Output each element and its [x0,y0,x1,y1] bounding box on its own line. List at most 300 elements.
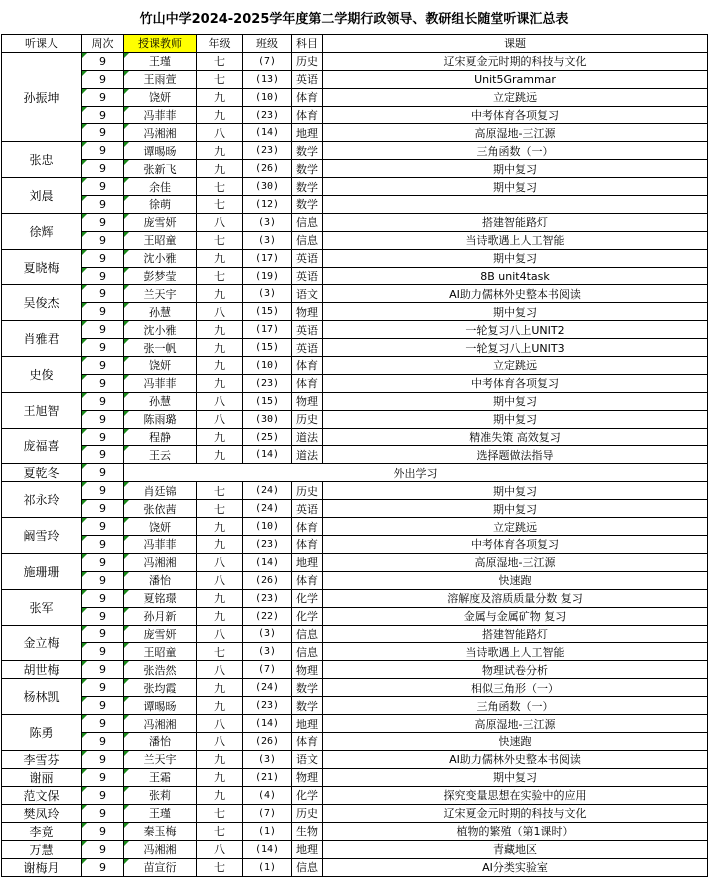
teacher-cell[interactable]: 谭晹旸 [124,142,197,160]
week-cell[interactable]: 9 [82,357,124,375]
grade-cell[interactable]: 九 [197,679,243,697]
week-cell[interactable]: 9 [82,339,124,357]
class-cell[interactable]: (21) [243,768,292,786]
grade-cell[interactable]: 九 [197,589,243,607]
class-cell[interactable]: (30) [243,178,292,196]
teacher-cell[interactable]: 潘怡 [124,732,197,750]
grade-cell[interactable]: 九 [197,607,243,625]
week-cell[interactable]: 9 [82,160,124,178]
teacher-cell[interactable]: 庞雪妍 [124,625,197,643]
listener-cell[interactable]: 谢丽 [2,768,82,786]
week-cell[interactable]: 9 [82,571,124,589]
subject-cell[interactable]: 数学 [292,697,323,715]
class-cell[interactable]: (24) [243,679,292,697]
subject-cell[interactable]: 地理 [292,840,323,858]
grade-cell[interactable]: 九 [197,142,243,160]
listener-cell[interactable]: 杨林凯 [2,679,82,715]
week-cell[interactable]: 9 [82,679,124,697]
topic-cell[interactable]: 精准失策 高效复习 [323,428,708,446]
grade-cell[interactable]: 七 [197,178,243,196]
topic-cell[interactable]: 搭建智能路灯 [323,625,708,643]
teacher-cell[interactable]: 王云 [124,446,197,464]
topic-cell[interactable]: 选择题做法指导 [323,446,708,464]
topic-cell[interactable]: 期中复习 [323,392,708,410]
subject-cell[interactable]: 地理 [292,715,323,733]
teacher-cell[interactable]: 冯湘湘 [124,124,197,142]
listener-cell[interactable]: 樊凤玲 [2,804,82,822]
topic-cell[interactable] [323,196,708,214]
week-cell[interactable]: 9 [82,804,124,822]
week-cell[interactable]: 9 [82,840,124,858]
week-cell[interactable]: 9 [82,715,124,733]
listener-cell[interactable]: 李雪芬 [2,750,82,768]
class-cell[interactable]: (10) [243,88,292,106]
class-cell[interactable]: (14) [243,840,292,858]
class-cell[interactable]: (14) [243,124,292,142]
grade-cell[interactable]: 八 [197,124,243,142]
week-cell[interactable]: 9 [82,589,124,607]
topic-cell[interactable]: 探究变量思想在实验中的应用 [323,786,708,804]
subject-cell[interactable]: 数学 [292,679,323,697]
subject-cell[interactable]: 英语 [292,267,323,285]
subject-cell[interactable]: 生物 [292,822,323,840]
class-cell[interactable]: (1) [243,822,292,840]
week-cell[interactable]: 9 [82,750,124,768]
class-cell[interactable]: (24) [243,500,292,518]
subject-cell[interactable]: 语文 [292,750,323,768]
class-cell[interactable]: (3) [243,285,292,303]
grade-cell[interactable]: 九 [197,160,243,178]
teacher-cell[interactable]: 孙慧 [124,303,197,321]
listener-cell[interactable]: 史俊 [2,357,82,393]
week-cell[interactable]: 9 [82,374,124,392]
grade-cell[interactable]: 九 [197,106,243,124]
teacher-cell[interactable]: 兰天宇 [124,285,197,303]
topic-cell[interactable]: 立定跳远 [323,88,708,106]
teacher-cell[interactable]: 冯湘湘 [124,715,197,733]
subject-cell[interactable]: 体育 [292,357,323,375]
week-cell[interactable]: 9 [82,446,124,464]
teacher-cell[interactable]: 王瑾 [124,804,197,822]
topic-cell[interactable]: 辽宋夏金元时期的科技与文化 [323,804,708,822]
class-cell[interactable]: (23) [243,589,292,607]
teacher-cell[interactable]: 程静 [124,428,197,446]
grade-cell[interactable]: 七 [197,52,243,70]
teacher-cell[interactable]: 彭梦莹 [124,267,197,285]
teacher-cell[interactable]: 孙慧 [124,392,197,410]
topic-cell[interactable]: 高原湿地-三江源 [323,124,708,142]
week-cell[interactable]: 9 [82,213,124,231]
listener-cell[interactable]: 谢梅月 [2,858,82,876]
class-cell[interactable]: (3) [243,625,292,643]
class-cell[interactable]: (23) [243,106,292,124]
grade-cell[interactable]: 九 [197,374,243,392]
header-class[interactable]: 班级 [243,35,292,53]
class-cell[interactable]: (3) [243,213,292,231]
grade-cell[interactable]: 八 [197,661,243,679]
listener-cell[interactable]: 庞福喜 [2,428,82,464]
week-cell[interactable]: 9 [82,392,124,410]
grade-cell[interactable]: 九 [197,249,243,267]
topic-cell[interactable]: 立定跳远 [323,518,708,536]
week-cell[interactable]: 9 [82,786,124,804]
grade-cell[interactable]: 八 [197,840,243,858]
week-cell[interactable]: 9 [82,124,124,142]
teacher-cell[interactable]: 兰天宇 [124,750,197,768]
header-teacher[interactable]: 授课教师 [124,35,197,53]
topic-cell[interactable]: AI分类实验室 [323,858,708,876]
week-cell[interactable]: 9 [82,106,124,124]
week-cell[interactable]: 9 [82,661,124,679]
subject-cell[interactable]: 物理 [292,661,323,679]
grade-cell[interactable]: 八 [197,625,243,643]
header-grade[interactable]: 年级 [197,35,243,53]
grade-cell[interactable]: 九 [197,357,243,375]
grade-cell[interactable]: 七 [197,643,243,661]
topic-cell[interactable]: AI助力儒林外史整本书阅读 [323,750,708,768]
teacher-cell[interactable]: 陈雨璐 [124,410,197,428]
week-cell[interactable]: 9 [82,178,124,196]
subject-cell[interactable]: 历史 [292,52,323,70]
subject-cell[interactable]: 信息 [292,858,323,876]
teacher-cell[interactable]: 庞雪妍 [124,213,197,231]
listener-cell[interactable]: 金立梅 [2,625,82,661]
teacher-cell[interactable]: 王昭童 [124,231,197,249]
class-cell[interactable]: (7) [243,804,292,822]
teacher-cell[interactable]: 张新飞 [124,160,197,178]
week-cell[interactable]: 9 [82,410,124,428]
class-cell[interactable]: (15) [243,339,292,357]
class-cell[interactable]: (25) [243,428,292,446]
week-cell[interactable]: 9 [82,52,124,70]
subject-cell[interactable]: 体育 [292,732,323,750]
header-week[interactable]: 周次 [82,35,124,53]
topic-cell[interactable]: 物理试卷分析 [323,661,708,679]
week-cell[interactable]: 9 [82,267,124,285]
week-cell[interactable]: 9 [82,303,124,321]
teacher-cell[interactable]: 余佳 [124,178,197,196]
week-cell[interactable]: 9 [82,249,124,267]
subject-cell[interactable]: 信息 [292,231,323,249]
listener-cell[interactable]: 徐辉 [2,213,82,249]
subject-cell[interactable]: 信息 [292,213,323,231]
class-cell[interactable]: (3) [243,231,292,249]
grade-cell[interactable]: 八 [197,392,243,410]
grade-cell[interactable]: 八 [197,553,243,571]
class-cell[interactable]: (26) [243,571,292,589]
grade-cell[interactable]: 七 [197,231,243,249]
teacher-cell[interactable]: 王雨萱 [124,70,197,88]
topic-cell[interactable]: 当诗歌遇上人工智能 [323,231,708,249]
week-cell[interactable]: 9 [82,285,124,303]
subject-cell[interactable]: 数学 [292,196,323,214]
topic-cell[interactable]: 立定跳远 [323,357,708,375]
listener-cell[interactable]: 吴俊杰 [2,285,82,321]
header-subject[interactable]: 科目 [292,35,323,53]
grade-cell[interactable]: 八 [197,303,243,321]
grade-cell[interactable]: 七 [197,822,243,840]
class-cell[interactable]: (14) [243,715,292,733]
subject-cell[interactable]: 体育 [292,518,323,536]
listener-cell[interactable]: 阚雪玲 [2,518,82,554]
class-cell[interactable]: (14) [243,553,292,571]
topic-cell[interactable]: Unit5Grammar [323,70,708,88]
grade-cell[interactable]: 九 [197,518,243,536]
topic-cell[interactable]: 青藏地区 [323,840,708,858]
teacher-cell[interactable]: 秦玉梅 [124,822,197,840]
subject-cell[interactable]: 体育 [292,571,323,589]
teacher-cell[interactable]: 饶妍 [124,357,197,375]
subject-cell[interactable]: 化学 [292,786,323,804]
grade-cell[interactable]: 九 [197,88,243,106]
teacher-cell[interactable]: 谭晹旸 [124,697,197,715]
subject-cell[interactable]: 道法 [292,446,323,464]
week-cell[interactable]: 9 [82,536,124,554]
topic-cell[interactable]: 期中复习 [323,410,708,428]
subject-cell[interactable]: 地理 [292,124,323,142]
subject-cell[interactable]: 英语 [292,70,323,88]
week-cell[interactable]: 9 [82,428,124,446]
grade-cell[interactable]: 九 [197,786,243,804]
topic-cell[interactable]: 中考体育各项复习 [323,106,708,124]
topic-cell[interactable]: 期中复习 [323,768,708,786]
class-cell[interactable]: (1) [243,858,292,876]
class-cell[interactable]: (19) [243,267,292,285]
topic-cell[interactable]: 高原湿地-三江源 [323,553,708,571]
teacher-cell[interactable]: 肖廷锦 [124,482,197,500]
week-cell[interactable]: 9 [82,464,124,482]
grade-cell[interactable]: 九 [197,321,243,339]
grade-cell[interactable]: 九 [197,536,243,554]
teacher-cell[interactable]: 饶妍 [124,518,197,536]
grade-cell[interactable]: 九 [197,768,243,786]
class-cell[interactable]: (23) [243,374,292,392]
grade-cell[interactable]: 九 [197,339,243,357]
listener-cell[interactable]: 胡世梅 [2,661,82,679]
subject-cell[interactable]: 数学 [292,142,323,160]
class-cell[interactable]: (12) [243,196,292,214]
week-cell[interactable]: 9 [82,625,124,643]
topic-cell[interactable]: 植物的繁殖（第1课时） [323,822,708,840]
week-cell[interactable]: 9 [82,518,124,536]
class-cell[interactable]: (23) [243,142,292,160]
subject-cell[interactable]: 历史 [292,482,323,500]
grade-cell[interactable]: 七 [197,500,243,518]
topic-cell[interactable]: 中考体育各项复习 [323,374,708,392]
subject-cell[interactable]: 历史 [292,410,323,428]
class-cell[interactable]: (10) [243,518,292,536]
topic-cell[interactable]: 一轮复习八上UNIT3 [323,339,708,357]
topic-cell[interactable]: 期中复习 [323,303,708,321]
topic-cell[interactable]: 溶解度及溶质质量分数 复习 [323,589,708,607]
subject-cell[interactable]: 英语 [292,249,323,267]
grade-cell[interactable]: 九 [197,446,243,464]
subject-cell[interactable]: 体育 [292,374,323,392]
teacher-cell[interactable]: 张莉 [124,786,197,804]
class-cell[interactable]: (23) [243,536,292,554]
grade-cell[interactable]: 八 [197,732,243,750]
subject-cell[interactable]: 英语 [292,500,323,518]
class-cell[interactable]: (14) [243,446,292,464]
listener-cell[interactable]: 施珊珊 [2,553,82,589]
listener-cell[interactable]: 肖雅君 [2,321,82,357]
teacher-cell[interactable]: 夏铭璟 [124,589,197,607]
teacher-cell[interactable]: 王霜 [124,768,197,786]
grade-cell[interactable]: 八 [197,213,243,231]
teacher-cell[interactable]: 张依茜 [124,500,197,518]
teacher-cell[interactable]: 徐萌 [124,196,197,214]
listener-cell[interactable]: 李竟 [2,822,82,840]
topic-cell[interactable]: 当诗歌遇上人工智能 [323,643,708,661]
class-cell[interactable]: (3) [243,643,292,661]
grade-cell[interactable]: 七 [197,70,243,88]
teacher-cell[interactable]: 王瑾 [124,52,197,70]
subject-cell[interactable]: 道法 [292,428,323,446]
header-topic[interactable]: 课题 [323,35,708,53]
subject-cell[interactable]: 英语 [292,339,323,357]
grade-cell[interactable]: 八 [197,571,243,589]
listener-cell[interactable]: 张军 [2,589,82,625]
subject-cell[interactable]: 数学 [292,178,323,196]
listener-cell[interactable]: 陈勇 [2,715,82,751]
subject-cell[interactable]: 地理 [292,553,323,571]
teacher-cell[interactable]: 冯湘湘 [124,553,197,571]
grade-cell[interactable]: 九 [197,750,243,768]
listener-cell[interactable]: 孙振坤 [2,52,82,141]
teacher-cell[interactable]: 冯菲菲 [124,374,197,392]
subject-cell[interactable]: 历史 [292,804,323,822]
subject-cell[interactable]: 英语 [292,321,323,339]
teacher-cell[interactable]: 张均霞 [124,679,197,697]
subject-cell[interactable]: 物理 [292,392,323,410]
week-cell[interactable]: 9 [82,196,124,214]
grade-cell[interactable]: 九 [197,428,243,446]
week-cell[interactable]: 9 [82,142,124,160]
topic-cell[interactable]: 8B unit4task [323,267,708,285]
topic-cell[interactable]: 期中复习 [323,178,708,196]
class-cell[interactable]: (15) [243,303,292,321]
class-cell[interactable]: (10) [243,357,292,375]
subject-cell[interactable]: 体育 [292,106,323,124]
week-cell[interactable]: 9 [82,231,124,249]
grade-cell[interactable]: 七 [197,804,243,822]
subject-cell[interactable]: 物理 [292,768,323,786]
header-listener[interactable]: 听课人 [2,35,82,53]
subject-cell[interactable]: 物理 [292,303,323,321]
week-cell[interactable]: 9 [82,500,124,518]
topic-cell[interactable]: 期中复习 [323,482,708,500]
listener-cell[interactable]: 夏晓梅 [2,249,82,285]
grade-cell[interactable]: 八 [197,715,243,733]
week-cell[interactable]: 9 [82,70,124,88]
listener-cell[interactable]: 张忠 [2,142,82,178]
topic-cell[interactable]: 期中复习 [323,160,708,178]
week-cell[interactable]: 9 [82,607,124,625]
teacher-cell[interactable]: 王昭童 [124,643,197,661]
listener-cell[interactable]: 刘晨 [2,178,82,214]
grade-cell[interactable]: 七 [197,267,243,285]
class-cell[interactable]: (26) [243,160,292,178]
teacher-cell[interactable]: 张一帆 [124,339,197,357]
listener-cell[interactable]: 万慧 [2,840,82,858]
class-cell[interactable]: (13) [243,70,292,88]
teacher-cell[interactable]: 苗宣衍 [124,858,197,876]
listener-cell[interactable]: 祁永玲 [2,482,82,518]
subject-cell[interactable]: 信息 [292,643,323,661]
grade-cell[interactable]: 七 [197,858,243,876]
class-cell[interactable]: (7) [243,661,292,679]
grade-cell[interactable]: 八 [197,410,243,428]
topic-cell[interactable]: 期中复习 [323,249,708,267]
grade-cell[interactable]: 七 [197,196,243,214]
week-cell[interactable]: 9 [82,732,124,750]
class-cell[interactable]: (17) [243,249,292,267]
teacher-cell[interactable]: 孙月新 [124,607,197,625]
topic-cell[interactable]: 高原湿地-三江源 [323,715,708,733]
teacher-cell[interactable]: 饶妍 [124,88,197,106]
subject-cell[interactable]: 数学 [292,160,323,178]
topic-cell[interactable]: 快速跑 [323,571,708,589]
week-cell[interactable]: 9 [82,858,124,876]
subject-cell[interactable]: 体育 [292,536,323,554]
note-cell[interactable]: 外出学习 [124,464,708,482]
week-cell[interactable]: 9 [82,768,124,786]
topic-cell[interactable]: 三角函数（一） [323,697,708,715]
subject-cell[interactable]: 信息 [292,625,323,643]
week-cell[interactable]: 9 [82,643,124,661]
week-cell[interactable]: 9 [82,482,124,500]
listener-cell[interactable]: 夏乾冬 [2,464,82,482]
teacher-cell[interactable]: 张浩然 [124,661,197,679]
class-cell[interactable]: (22) [243,607,292,625]
week-cell[interactable]: 9 [82,88,124,106]
topic-cell[interactable]: 快速跑 [323,732,708,750]
teacher-cell[interactable]: 冯菲菲 [124,536,197,554]
topic-cell[interactable]: 辽宋夏金元时期的科技与文化 [323,52,708,70]
class-cell[interactable]: (30) [243,410,292,428]
teacher-cell[interactable]: 沈小雅 [124,249,197,267]
week-cell[interactable]: 9 [82,697,124,715]
subject-cell[interactable]: 化学 [292,607,323,625]
subject-cell[interactable]: 语文 [292,285,323,303]
topic-cell[interactable]: 金属与金属矿物 复习 [323,607,708,625]
week-cell[interactable]: 9 [82,553,124,571]
listener-cell[interactable]: 王旭智 [2,392,82,428]
topic-cell[interactable]: 三角函数（一） [323,142,708,160]
topic-cell[interactable]: 中考体育各项复习 [323,536,708,554]
topic-cell[interactable]: 期中复习 [323,500,708,518]
teacher-cell[interactable]: 潘怡 [124,571,197,589]
topic-cell[interactable]: 相似三角形（一） [323,679,708,697]
teacher-cell[interactable]: 冯菲菲 [124,106,197,124]
teacher-cell[interactable]: 冯湘湘 [124,840,197,858]
class-cell[interactable]: (26) [243,732,292,750]
grade-cell[interactable]: 七 [197,482,243,500]
topic-cell[interactable]: AI助力儒林外史整本书阅读 [323,285,708,303]
class-cell[interactable]: (17) [243,321,292,339]
grade-cell[interactable]: 九 [197,285,243,303]
class-cell[interactable]: (4) [243,786,292,804]
class-cell[interactable]: (23) [243,697,292,715]
grade-cell[interactable]: 九 [197,697,243,715]
class-cell[interactable]: (7) [243,52,292,70]
listener-cell[interactable]: 范文保 [2,786,82,804]
teacher-cell[interactable]: 沈小雅 [124,321,197,339]
subject-cell[interactable]: 体育 [292,88,323,106]
week-cell[interactable]: 9 [82,822,124,840]
class-cell[interactable]: (3) [243,750,292,768]
topic-cell[interactable]: 一轮复习八上UNIT2 [323,321,708,339]
